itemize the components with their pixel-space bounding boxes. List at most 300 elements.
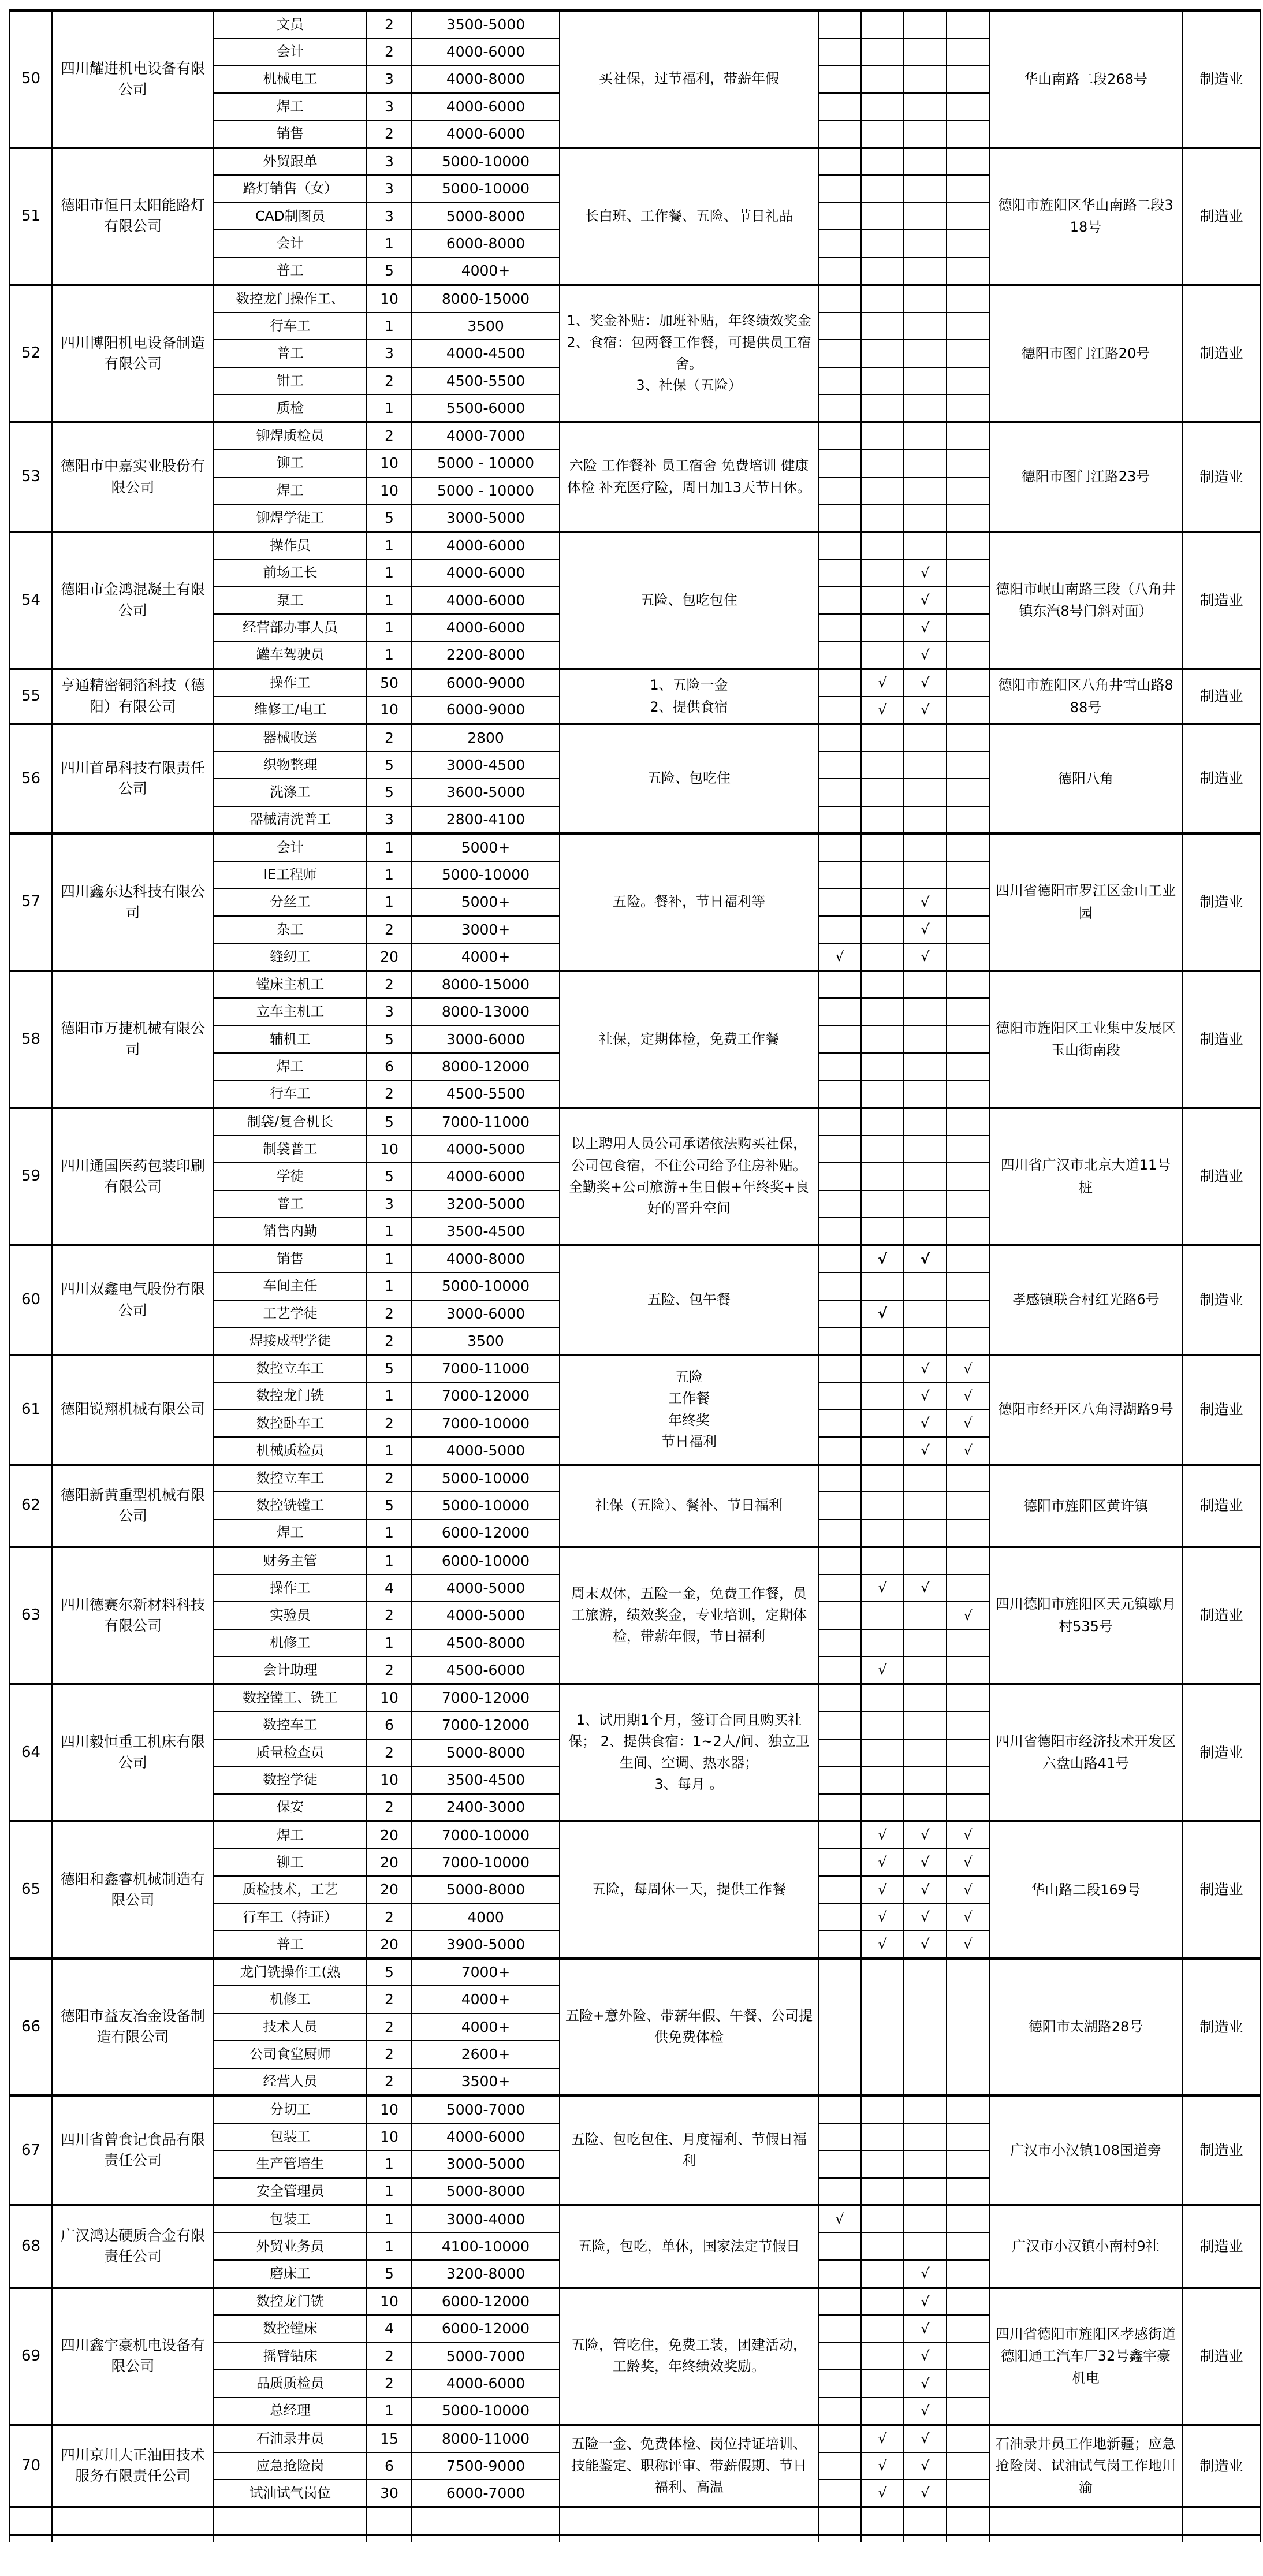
check-cell	[947, 422, 989, 450]
check-cell	[861, 2150, 904, 2178]
company-industry: 制造业	[1182, 669, 1261, 724]
company-industry: 制造业	[1182, 1547, 1261, 1684]
check-cell	[947, 285, 989, 312]
check-cell	[947, 2260, 989, 2288]
check-mark-icon: √	[904, 2315, 947, 2343]
check-cell	[818, 587, 861, 615]
check-cell	[818, 1602, 861, 1629]
company-industry: 制造业	[1182, 10, 1261, 148]
check-cell	[818, 1931, 861, 1959]
job-salary: 5000-8000	[412, 203, 560, 230]
check-cell	[904, 1300, 947, 1328]
job-title: 数控镗工、铣工	[214, 1684, 367, 1712]
check-cell	[947, 2370, 989, 2398]
company-name: 四川双鑫电气股份有限公司	[52, 1245, 214, 1355]
job-headcount: 1	[367, 2150, 412, 2178]
job-title: 数控龙门铣	[214, 1382, 367, 1410]
check-cell	[947, 230, 989, 258]
job-title: 数控龙门操作工、	[214, 285, 367, 312]
check-cell	[861, 422, 904, 450]
check-cell	[818, 1245, 861, 1273]
job-headcount: 1	[367, 1218, 412, 1245]
company-industry: 制造业	[1182, 1465, 1261, 1547]
check-cell	[818, 175, 861, 203]
check-cell	[861, 1163, 904, 1190]
company-seq: 62	[10, 1465, 52, 1547]
check-cell	[861, 1959, 904, 2096]
job-headcount: 5	[367, 779, 412, 806]
check-cell	[818, 340, 861, 367]
job-title: 机械电工	[214, 65, 367, 93]
job-headcount: 1	[367, 614, 412, 642]
check-cell	[861, 751, 904, 779]
check-cell	[818, 1629, 861, 1657]
check-cell	[861, 312, 904, 340]
job-salary: 4000-6000	[412, 120, 560, 148]
check-cell	[818, 1492, 861, 1520]
job-salary: 7500-9000	[412, 2452, 560, 2480]
empty-cell	[214, 2535, 367, 2542]
job-headcount: 2	[367, 120, 412, 148]
check-cell	[904, 175, 947, 203]
job-salary: 4000-8000	[412, 65, 560, 93]
job-salary: 3500	[412, 312, 560, 340]
company-benefits: 社保，定期体检，免费工作餐	[560, 971, 818, 1108]
job-headcount: 20	[367, 1931, 412, 1959]
job-title: 杂工	[214, 916, 367, 944]
check-cell	[947, 477, 989, 505]
job-title: 操作员	[214, 532, 367, 560]
check-mark-icon: √	[904, 2480, 947, 2507]
check-cell	[947, 340, 989, 367]
job-salary: 5000+	[412, 833, 560, 861]
job-salary: 4000-6000	[412, 2370, 560, 2398]
job-title: 包装工	[214, 2205, 367, 2233]
check-cell	[818, 1327, 861, 1355]
company-industry: 制造业	[1182, 2425, 1261, 2507]
check-cell	[861, 340, 904, 367]
job-title: 铆焊质检员	[214, 422, 367, 450]
job-title: 普工	[214, 1190, 367, 1218]
company-benefits: 五险+意外险、带薪年假、午餐、公司提供免费体检	[560, 1959, 818, 2096]
check-cell	[818, 1547, 861, 1574]
check-mark-icon: √	[947, 1355, 989, 1383]
job-title: 路灯销售（女）	[214, 175, 367, 203]
check-cell	[861, 998, 904, 1026]
check-cell	[904, 477, 947, 505]
check-mark-icon: √	[904, 1849, 947, 1877]
job-row	[10, 1108, 1261, 1136]
company-industry: 制造业	[1182, 2095, 1261, 2205]
job-salary: 4000-5000	[412, 1602, 560, 1629]
empty-cell	[861, 2507, 904, 2536]
check-cell	[947, 1629, 989, 1657]
check-cell	[904, 203, 947, 230]
job-title: 数控立车工	[214, 1465, 367, 1492]
company-address: 广汉市小汉镇108国道旁	[989, 2095, 1182, 2205]
job-title: 实验员	[214, 1602, 367, 1629]
check-cell	[818, 2150, 861, 2178]
check-mark-icon: √	[904, 559, 947, 587]
company-name: 四川耀进机电设备有限公司	[52, 10, 214, 148]
check-cell	[861, 2288, 904, 2316]
check-cell	[818, 2233, 861, 2261]
job-title: 行车工	[214, 312, 367, 340]
job-title: CAD制图员	[214, 203, 367, 230]
job-title: 焊接成型学徒	[214, 1327, 367, 1355]
job-title: 龙门铣操作工(熟	[214, 1959, 367, 1986]
company-name: 德阳市益友冶金设备制造有限公司	[52, 1959, 214, 2096]
job-salary: 8000-13000	[412, 998, 560, 1026]
job-salary: 5000 - 10000	[412, 477, 560, 505]
check-cell	[947, 1959, 989, 2096]
check-cell	[904, 65, 947, 93]
job-headcount: 3	[367, 203, 412, 230]
job-headcount: 5	[367, 1492, 412, 1520]
job-headcount: 30	[367, 2480, 412, 2507]
company-benefits: 五险 工作餐 年终奖 节日福利	[560, 1355, 818, 1465]
job-salary: 8000-12000	[412, 1053, 560, 1081]
job-headcount: 5	[367, 1026, 412, 1054]
company-address: 四川德阳市旌阳区天元镇歇月村535号	[989, 1547, 1182, 1684]
company-name: 德阳新黄重型机械有限公司	[52, 1465, 214, 1547]
empty-cell	[989, 2535, 1182, 2542]
job-title: 技术人员	[214, 2013, 367, 2041]
check-cell	[904, 93, 947, 121]
job-title: 包装工	[214, 2123, 367, 2151]
job-headcount: 1	[367, 2205, 412, 2233]
job-salary: 3500+	[412, 2068, 560, 2096]
job-title: 生产管培生	[214, 2150, 367, 2178]
check-cell	[947, 1656, 989, 1684]
job-title: 普工	[214, 1931, 367, 1959]
check-cell	[861, 1136, 904, 1163]
job-salary: 3500-4500	[412, 1766, 560, 1794]
job-title: 经营部办事人员	[214, 614, 367, 642]
job-row	[10, 1821, 1261, 1849]
check-cell	[947, 833, 989, 861]
job-headcount: 3	[367, 65, 412, 93]
check-mark-icon: √	[861, 1876, 904, 1904]
check-cell	[818, 285, 861, 312]
job-title: 铆焊学徒工	[214, 504, 367, 532]
company-benefits: 1、试用期1个月，签订合同且购买社保； 2、提供食宿：1~2人/间、独立卫生间、空调、热水器； 3、每月 。	[560, 1684, 818, 1822]
job-headcount: 20	[367, 1821, 412, 1849]
empty-cell	[818, 2507, 861, 2536]
check-cell	[947, 2178, 989, 2206]
check-cell	[947, 2150, 989, 2178]
check-mark-icon: √	[861, 1931, 904, 1959]
company-seq: 57	[10, 833, 52, 971]
check-cell	[904, 38, 947, 66]
check-cell	[947, 1766, 989, 1794]
empty-cell	[412, 2507, 560, 2536]
check-cell	[904, 2150, 947, 2178]
check-cell	[818, 1163, 861, 1190]
job-salary: 5000-8000	[412, 1876, 560, 1904]
check-mark-icon: √	[904, 1821, 947, 1849]
check-cell	[818, 2178, 861, 2206]
check-cell	[947, 2343, 989, 2370]
job-salary: 6000-9000	[412, 697, 560, 724]
check-cell	[861, 1711, 904, 1739]
empty-cell	[10, 2507, 52, 2536]
job-headcount: 1	[367, 587, 412, 615]
company-industry: 制造业	[1182, 2288, 1261, 2425]
job-headcount: 10	[367, 477, 412, 505]
check-cell	[947, 1574, 989, 1602]
job-salary: 3000-5000	[412, 504, 560, 532]
job-salary: 4000+	[412, 1986, 560, 2013]
company-address: 四川省德阳市旌阳区孝感街道德阳通工汽车厂32号鑫宇豪机电	[989, 2288, 1182, 2425]
job-salary: 3500	[412, 1327, 560, 1355]
check-cell	[818, 1108, 861, 1136]
job-headcount: 2	[367, 1300, 412, 1328]
company-address: 德阳市图门江路20号	[989, 285, 1182, 422]
job-title: 会计	[214, 833, 367, 861]
check-cell	[861, 1739, 904, 1767]
check-cell	[818, 1081, 861, 1108]
job-row	[10, 1547, 1261, 1574]
empty-cell	[1182, 2507, 1261, 2536]
job-title: 数控学徒	[214, 1766, 367, 1794]
job-headcount: 2	[367, 1904, 412, 1931]
job-row	[10, 2425, 1261, 2452]
check-cell	[818, 833, 861, 861]
company-benefits: 周末双休，五险一金，免费工作餐，员工旅游，绩效奖金，专业培训，定期体检，带薪年假，节日福利	[560, 1547, 818, 1684]
check-mark-icon: √	[904, 2260, 947, 2288]
job-headcount: 2	[367, 367, 412, 395]
check-cell	[818, 1849, 861, 1877]
job-title: 机修工	[214, 1986, 367, 2013]
check-cell	[947, 1711, 989, 1739]
job-title: 销售内勤	[214, 1218, 367, 1245]
check-cell	[904, 120, 947, 148]
company-industry: 制造业	[1182, 1108, 1261, 1245]
check-cell	[861, 2260, 904, 2288]
check-cell	[818, 312, 861, 340]
check-mark-icon: √	[861, 1849, 904, 1877]
company-seq: 54	[10, 532, 52, 669]
check-cell	[904, 230, 947, 258]
job-headcount: 10	[367, 697, 412, 724]
check-cell	[904, 1766, 947, 1794]
check-cell	[861, 93, 904, 121]
check-cell	[818, 65, 861, 93]
company-seq: 70	[10, 2425, 52, 2507]
job-salary: 2800	[412, 724, 560, 751]
check-cell	[861, 394, 904, 422]
company-seq: 51	[10, 148, 52, 285]
job-headcount: 1	[367, 888, 412, 916]
job-headcount: 2	[367, 916, 412, 944]
company-name: 德阳市恒日太阳能路灯有限公司	[52, 148, 214, 285]
check-cell	[818, 1437, 861, 1465]
job-headcount: 1	[367, 1272, 412, 1300]
check-mark-icon: √	[904, 2370, 947, 2398]
check-cell	[904, 2123, 947, 2151]
job-title: 钳工	[214, 367, 367, 395]
job-salary: 2200-8000	[412, 642, 560, 669]
check-cell	[904, 532, 947, 560]
job-salary: 7000-10000	[412, 1821, 560, 1849]
job-title: 铆工	[214, 449, 367, 477]
check-cell	[947, 642, 989, 669]
job-salary: 3000+	[412, 916, 560, 944]
check-cell	[947, 1218, 989, 1245]
empty-cell	[560, 2535, 818, 2542]
job-salary: 2800-4100	[412, 806, 560, 834]
check-cell	[947, 367, 989, 395]
job-title: 缝纫工	[214, 943, 367, 971]
check-cell	[818, 1876, 861, 1904]
check-mark-icon: √	[861, 697, 904, 724]
empty-cell	[367, 2535, 412, 2542]
check-mark-icon: √	[861, 2480, 904, 2507]
empty-cell	[904, 2535, 947, 2542]
check-cell	[861, 230, 904, 258]
company-industry: 制造业	[1182, 285, 1261, 422]
check-cell	[947, 120, 989, 148]
check-cell	[818, 1959, 861, 2096]
empty-cell	[904, 2507, 947, 2536]
check-cell	[818, 642, 861, 669]
job-headcount: 2	[367, 2343, 412, 2370]
check-cell	[947, 559, 989, 587]
job-title: 销售	[214, 1245, 367, 1273]
job-headcount: 15	[367, 2425, 412, 2452]
check-cell	[904, 1520, 947, 1547]
job-headcount: 5	[367, 258, 412, 285]
job-row	[10, 2095, 1261, 2123]
check-cell	[818, 93, 861, 121]
check-cell	[861, 833, 904, 861]
check-mark-icon: √	[904, 2452, 947, 2480]
check-cell	[861, 1355, 904, 1383]
job-title: IE工程师	[214, 861, 367, 889]
company-benefits: 五险，每周休一天，提供工作餐	[560, 1821, 818, 1959]
job-salary: 3200-5000	[412, 1190, 560, 1218]
check-cell	[818, 2123, 861, 2151]
check-cell	[818, 1272, 861, 1300]
job-salary: 4000-6000	[412, 93, 560, 121]
job-salary: 5500-6000	[412, 394, 560, 422]
empty-cell	[947, 2507, 989, 2536]
job-salary: 3500-4500	[412, 1218, 560, 1245]
check-cell	[904, 1053, 947, 1081]
job-title: 立车主机工	[214, 998, 367, 1026]
check-cell	[861, 1492, 904, 1520]
check-cell	[904, 2178, 947, 2206]
company-industry: 制造业	[1182, 1684, 1261, 1822]
check-cell	[818, 1904, 861, 1931]
check-cell	[818, 230, 861, 258]
company-name: 四川省曾食记食品有限责任公司	[52, 2095, 214, 2205]
company-address: 四川省德阳市经济技术开发区六盘山路41号	[989, 1684, 1182, 1822]
check-cell	[861, 367, 904, 395]
job-headcount: 1	[367, 312, 412, 340]
check-cell	[947, 93, 989, 121]
check-mark-icon: √	[904, 1410, 947, 1438]
check-cell	[861, 1410, 904, 1438]
job-headcount: 20	[367, 1876, 412, 1904]
check-cell	[904, 1959, 947, 2096]
job-headcount: 5	[367, 2260, 412, 2288]
check-cell	[947, 943, 989, 971]
empty-cell	[52, 2507, 214, 2536]
job-headcount: 10	[367, 449, 412, 477]
check-cell	[947, 148, 989, 176]
job-headcount: 2	[367, 971, 412, 999]
job-headcount: 1	[367, 2398, 412, 2425]
check-cell	[818, 2370, 861, 2398]
job-listing-body	[10, 10, 1261, 2542]
job-title: 织物整理	[214, 751, 367, 779]
job-row	[10, 724, 1261, 751]
check-cell	[861, 2233, 904, 2261]
job-salary: 4500-6000	[412, 1656, 560, 1684]
check-cell	[947, 779, 989, 806]
check-cell	[818, 861, 861, 889]
job-salary: 4000-5000	[412, 1574, 560, 1602]
check-cell	[947, 394, 989, 422]
check-cell	[947, 2288, 989, 2316]
job-salary: 3000-4500	[412, 751, 560, 779]
company-address: 四川省广汉市北京大道11号桩	[989, 1108, 1182, 1245]
check-cell	[818, 669, 861, 697]
company-seq: 61	[10, 1355, 52, 1465]
job-headcount: 2	[367, 1081, 412, 1108]
job-headcount: 1	[367, 394, 412, 422]
job-title: 焊工	[214, 93, 367, 121]
job-title: 质量检查员	[214, 1739, 367, 1767]
job-salary: 4000-6000	[412, 614, 560, 642]
check-cell	[947, 2095, 989, 2123]
job-headcount: 6	[367, 2452, 412, 2480]
job-salary: 7000-11000	[412, 1355, 560, 1383]
check-mark-icon: √	[861, 1904, 904, 1931]
check-cell	[818, 1053, 861, 1081]
job-title: 品质质检员	[214, 2370, 367, 2398]
check-cell	[861, 1081, 904, 1108]
check-mark-icon: √	[818, 2205, 861, 2233]
check-cell	[904, 148, 947, 176]
company-industry: 制造业	[1182, 971, 1261, 1108]
job-headcount: 10	[367, 1766, 412, 1794]
check-cell	[947, 532, 989, 560]
check-cell	[904, 1629, 947, 1657]
job-headcount: 20	[367, 1849, 412, 1877]
job-title: 普工	[214, 340, 367, 367]
check-mark-icon: √	[904, 2288, 947, 2316]
check-mark-icon: √	[947, 1602, 989, 1629]
company-benefits: 长白班、工作餐、五险、节日礼品	[560, 148, 818, 285]
company-benefits: 六险 工作餐补 员工宿舍 免费培训 健康体检 补充医疗险，周日加13天节日休。	[560, 422, 818, 532]
job-headcount: 2	[367, 2370, 412, 2398]
job-title: 数控立车工	[214, 1355, 367, 1383]
check-mark-icon: √	[904, 697, 947, 724]
check-cell	[904, 1218, 947, 1245]
check-cell	[818, 203, 861, 230]
job-headcount: 2	[367, 38, 412, 66]
check-cell	[861, 2123, 904, 2151]
check-mark-icon: √	[904, 1574, 947, 1602]
job-salary: 7000-12000	[412, 1711, 560, 1739]
check-mark-icon: √	[861, 2452, 904, 2480]
check-cell	[861, 1547, 904, 1574]
check-cell	[904, 1108, 947, 1136]
company-seq: 63	[10, 1547, 52, 1684]
